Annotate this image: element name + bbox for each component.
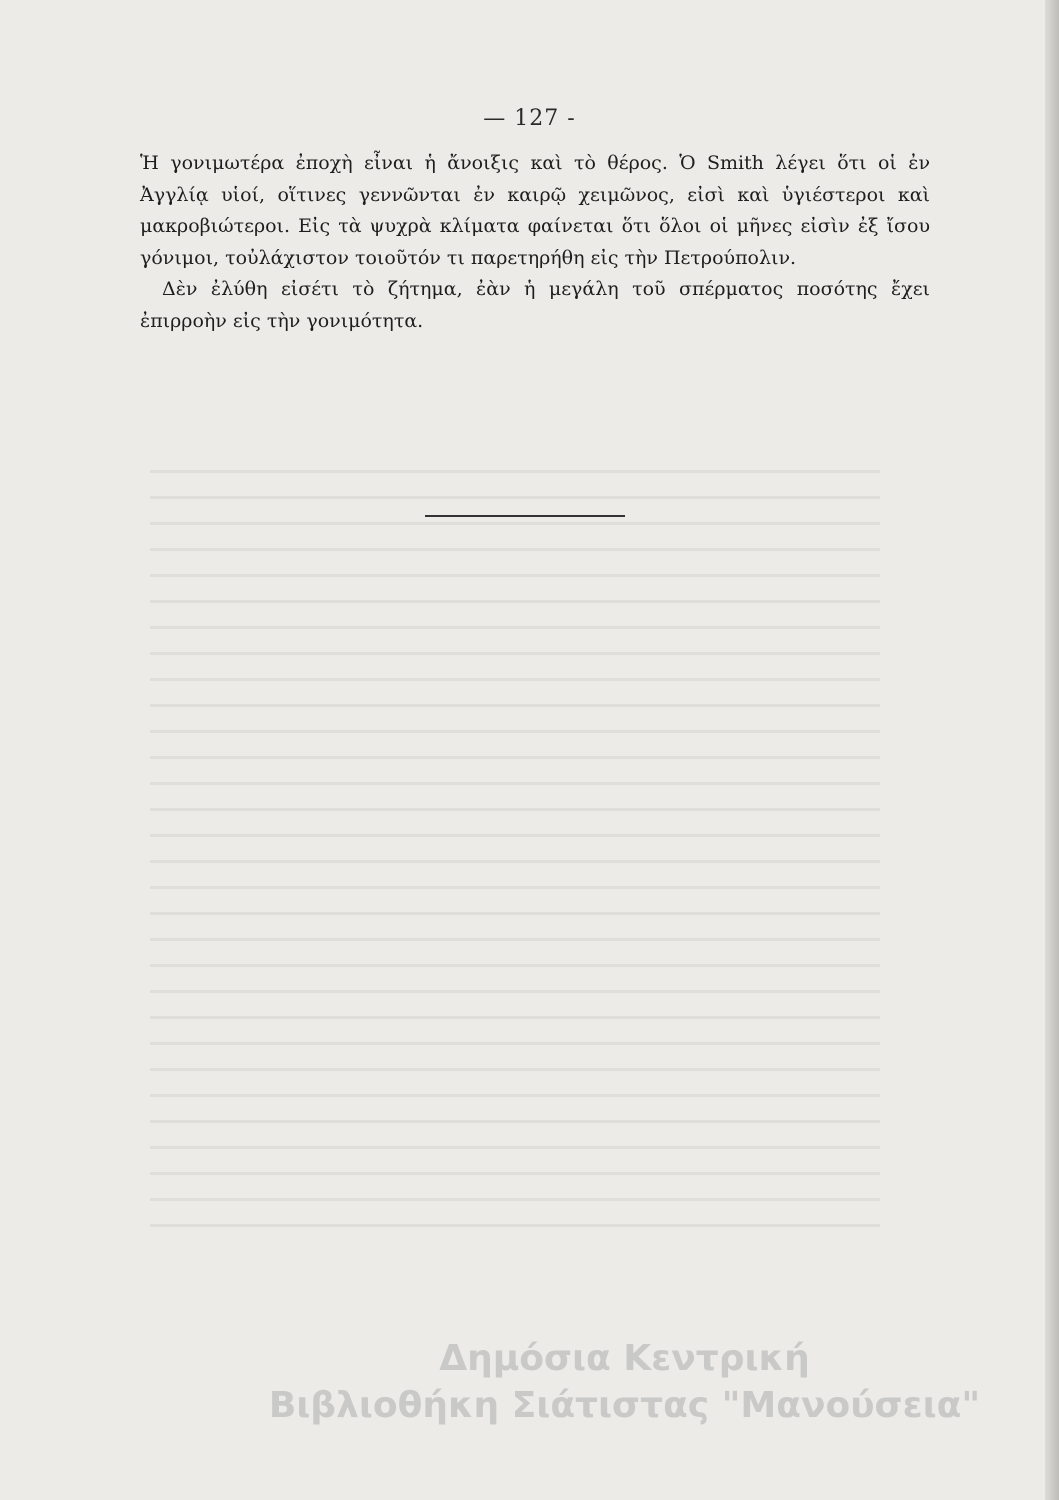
library-watermark-line1: Δημόσια Κεντρική	[439, 1338, 810, 1379]
paragraph-fertility-season: Ἡ γονιμωτέρα ἐποχὴ εἶναι ἡ ἄνοιξις καὶ τὸ θέρος. Ὁ Smith λέγει ὅτι οἱ ἐν Ἀγγλίᾳ υἱοί, οἵτινες γεννῶνται ἐν καιρῷ χειμῶνος, εἰσὶ καὶ ὑγιέστεροι καὶ μακροβιώτεροι. Εἰς τὰ ψυχρὰ κλίματα φαίνεται ὅτι ὅλοι οἱ μῆνες εἰσὶν ἐξ ἴσου γόνιμοι, τοὐλάχιστον τοιοῦτόν τι παρετηρήθη εἰς τὴν Πετρούπολιν.	[140, 152, 930, 269]
paragraph-sperm-quantity: Δὲν ἐλύθη εἰσέτι τὸ ζήτημα, ἐὰν ἡ μεγάλη τοῦ σπέρματος ποσότης ἔχει ἐπιρροὴν εἰς τὴν γονιμότητα.	[140, 278, 930, 332]
page-edge-shadow	[1045, 0, 1059, 1500]
page-number: — 127 -	[483, 106, 576, 131]
body-text	[140, 148, 930, 337]
section-divider	[425, 515, 625, 517]
library-watermark-line2: Βιβλιοθήκη Σιάτιστας "Μανούσεια"	[268, 1385, 981, 1426]
show-through-bleed	[150, 470, 880, 1270]
